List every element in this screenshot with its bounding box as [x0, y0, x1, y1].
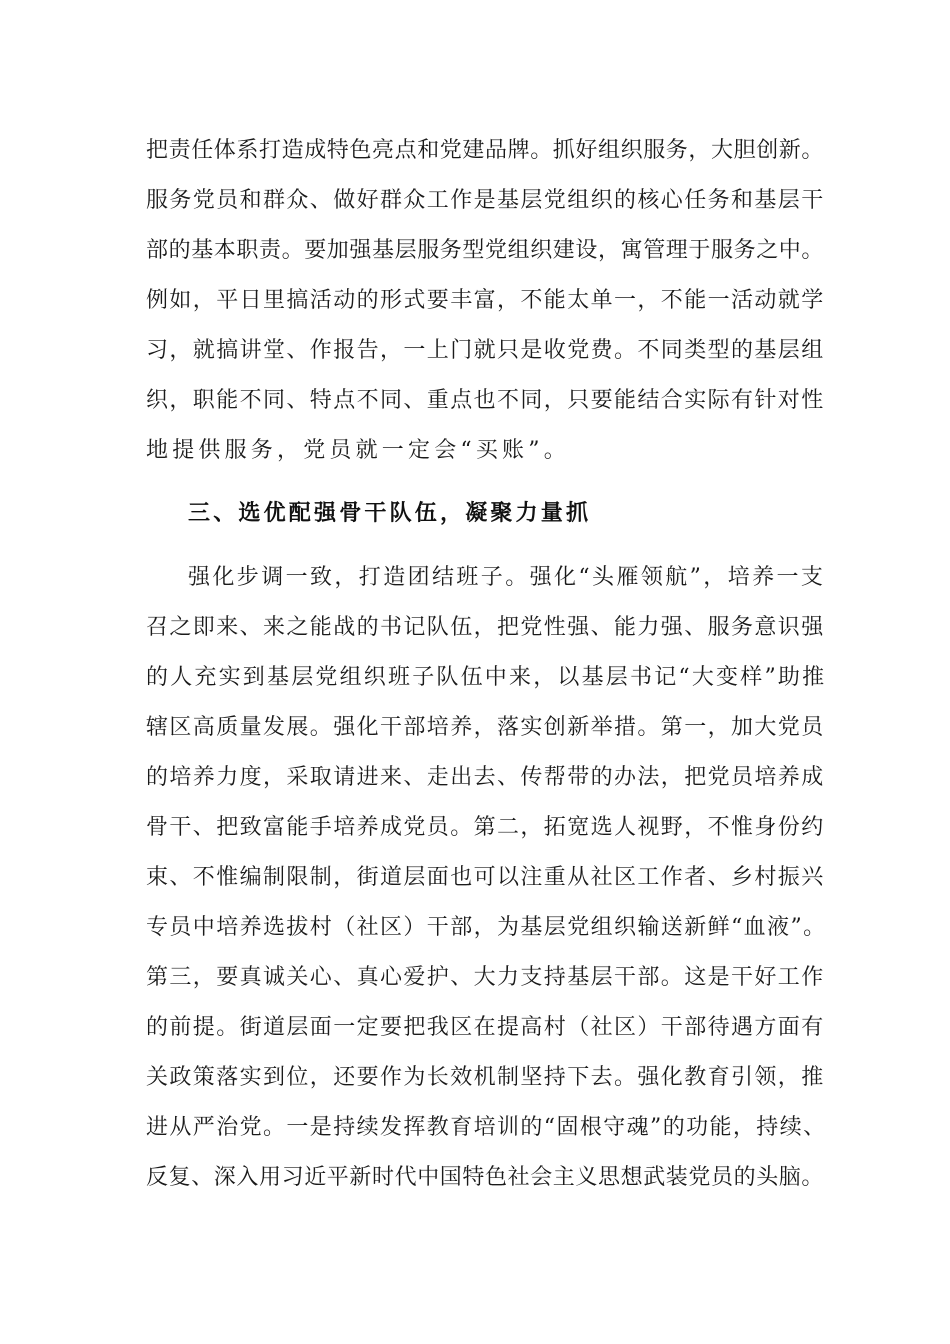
paragraph-1-line-2: 服务党员和群众、做好群众工作是基层党组织的核心任务和基层干 [146, 188, 825, 213]
paragraph-2-line-11: 关政策落实到位，还要作为长效机制坚持下去。强化教育引领，推 [146, 1065, 825, 1090]
paragraph-1-line-6: 织，职能不同、特点不同、重点也不同，只要能结合实际有针对性 [146, 388, 825, 413]
paragraph-2-line-13: 反复、深入用习近平新时代中国特色社会主义思想武装党员的头脑。 [146, 1165, 825, 1190]
paragraph-1-line-7: 地提供服务，党员就一定会“买账”。 [146, 438, 570, 463]
paragraph-2-line-5: 的培养力度，采取请进来、走出去、传帮带的办法，把党员培养成 [146, 765, 825, 790]
paragraph-2-line-10: 的前提。街道层面一定要把我区在提高村（社区）干部待遇方面有 [146, 1015, 825, 1040]
paragraph-1-line-3: 部的基本职责。要加强基层服务型党组织建设，寓管理于服务之中。 [146, 238, 825, 263]
paragraph-2-line-9: 第三，要真诚关心、真心爱护、大力支持基层干部。这是干好工作 [146, 965, 825, 990]
paragraph-1-line-4: 例如，平日里搞活动的形式要丰富，不能太单一，不能一活动就学 [146, 288, 825, 313]
paragraph-1-line-1: 把责任体系打造成特色亮点和党建品牌。抓好组织服务，大胆创新。 [146, 138, 825, 163]
paragraph-2-line-12: 进从严治党。一是持续发挥教育培训的“固根守魂”的功能，持续、 [146, 1115, 827, 1140]
paragraph-1-line-5: 习，就搞讲堂、作报告，一上门就只是收党费。不同类型的基层组 [146, 338, 825, 363]
section-heading: 三、选优配强骨干队伍，凝聚力量抓 [188, 501, 592, 526]
paragraph-2-line-7: 束、不惟编制限制，街道层面也可以注重从社区工作者、乡村振兴 [146, 865, 825, 890]
paragraph-2-line-8: 专员中培养选拔村（社区）干部，为基层党组织输送新鲜“血液”。 [146, 915, 827, 940]
paragraph-2-line-3: 的人充实到基层党组织班子队伍中来，以基层书记“大变样”助推 [146, 665, 827, 690]
paragraph-2-line-6: 骨干、把致富能手培养成党员。第二，拓宽选人视野，不惟身份约 [146, 815, 825, 840]
paragraph-2-line-1: 强化步调一致，打造团结班子。强化“头雁领航”，培养一支 [188, 565, 826, 590]
paragraph-2-line-4: 辖区高质量发展。强化干部培养，落实创新举措。第一，加大党员 [146, 715, 825, 740]
paragraph-2-line-2: 召之即来、来之能战的书记队伍，把党性强、能力强、服务意识强 [146, 615, 825, 640]
